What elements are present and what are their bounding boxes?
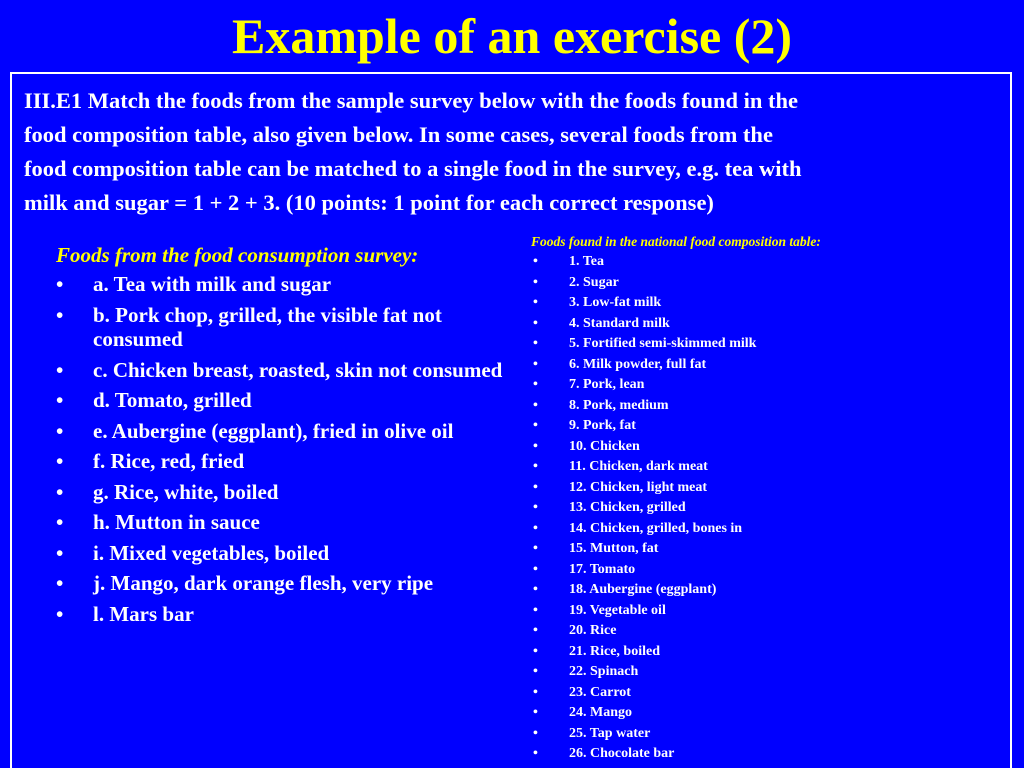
composition-table-section <box>531 234 1001 765</box>
bullet-icon: • <box>533 254 538 269</box>
bullet-icon: • <box>56 357 64 382</box>
bullet-icon: • <box>56 601 64 626</box>
bullet-icon: • <box>56 449 64 473</box>
composition-food-label: 21. Rice, boiled <box>569 643 660 659</box>
bullet-icon: • <box>533 356 538 372</box>
survey-food-item <box>56 510 506 535</box>
bullet-icon: • <box>533 418 538 433</box>
composition-food-label: 9. Pork, fat <box>569 418 636 433</box>
composition-food-label: 1. Tea <box>569 254 605 269</box>
bullet-icon: • <box>533 336 538 351</box>
bullet-icon: • <box>533 377 538 392</box>
composition-food-item <box>531 334 1001 355</box>
survey-food-label: f. Rice, red, fried <box>93 449 245 473</box>
composition-food-item <box>531 724 1001 745</box>
bullet-icon: • <box>533 500 538 515</box>
composition-food-item <box>531 252 1001 273</box>
survey-food-label: d. Tomato, grilled <box>93 388 252 412</box>
composition-food-label: 23. Carrot <box>569 684 631 700</box>
composition-food-item <box>531 683 1001 704</box>
composition-food-item <box>531 416 1001 437</box>
survey-food-item <box>56 388 506 413</box>
composition-food-label: 24. Mango <box>569 705 632 720</box>
composition-food-item <box>531 273 1001 294</box>
bullet-icon: • <box>533 684 538 700</box>
composition-food-label: 10. Chicken <box>569 438 640 454</box>
bullet-icon: • <box>56 418 64 443</box>
composition-food-item <box>531 642 1001 663</box>
bullet-icon: • <box>533 479 538 495</box>
composition-food-item <box>531 621 1001 642</box>
bullet-icon: • <box>56 479 64 504</box>
bullet-icon: • <box>533 705 538 720</box>
survey-food-label: g. Rice, white, boiled <box>93 479 279 504</box>
composition-food-item <box>531 580 1001 601</box>
bullet-icon: • <box>533 746 538 761</box>
composition-food-label: 14. Chicken, grilled, bones in <box>569 520 743 536</box>
composition-food-item <box>531 375 1001 396</box>
survey-food-label: e. Aubergine (eggplant), fried in olive oil <box>93 418 454 443</box>
survey-food-label: l. Mars bar <box>93 601 194 626</box>
survey-food-item <box>56 272 506 297</box>
survey-food-label: a. Tea with milk and sugar <box>93 272 332 296</box>
survey-food-list <box>56 272 506 626</box>
bullet-icon: • <box>56 272 64 296</box>
bullet-icon: • <box>56 302 64 327</box>
composition-food-label: 3. Low-fat milk <box>569 295 662 310</box>
bullet-icon: • <box>533 602 538 618</box>
bullet-icon: • <box>533 664 538 679</box>
survey-food-label: c. Chicken breast, roasted, skin not consumed <box>93 357 503 382</box>
composition-food-label: 26. Chocolate bar <box>569 746 675 761</box>
composition-food-label: 7. Pork, lean <box>569 377 645 392</box>
composition-food-item <box>531 478 1001 499</box>
composition-food-item <box>531 744 1001 765</box>
survey-food-label: h. Mutton in sauce <box>93 510 260 534</box>
composition-food-item <box>531 457 1001 478</box>
composition-food-label: 25. Tap water <box>569 725 651 741</box>
composition-food-item <box>531 601 1001 622</box>
composition-food-label: 11. Chicken, dark meat <box>569 459 708 474</box>
composition-food-item <box>531 662 1001 683</box>
composition-food-label: 15. Mutton, fat <box>569 541 659 556</box>
bullet-icon: • <box>533 315 538 331</box>
survey-food-item <box>56 480 506 505</box>
survey-food-label: i. Mixed vegetables, boiled <box>93 540 330 565</box>
bullet-icon: • <box>533 295 538 310</box>
survey-food-item <box>56 303 506 352</box>
bullet-icon: • <box>533 274 538 290</box>
survey-food-item <box>56 541 506 566</box>
composition-food-label: 22. Spinach <box>569 664 639 679</box>
instructions-line: food composition table, also given below. In some cases, several foods from the <box>24 122 773 147</box>
composition-food-label: 5. Fortified semi-skimmed milk <box>569 336 757 351</box>
composition-food-label: 17. Tomato <box>569 561 636 577</box>
bullet-icon: • <box>56 388 64 412</box>
exercise-instructions <box>24 84 1014 220</box>
bullet-icon: • <box>533 623 538 638</box>
page-title: Example of an exercise (2) <box>231 8 793 64</box>
survey-heading: Foods from the food consumption survey: <box>56 243 419 267</box>
bullet-icon: • <box>56 510 64 534</box>
bullet-icon: • <box>533 541 538 556</box>
composition-food-label: 18. Aubergine (eggplant) <box>569 582 717 597</box>
composition-food-item <box>531 498 1001 519</box>
survey-food-item <box>56 358 506 383</box>
composition-food-label: 2. Sugar <box>569 274 619 290</box>
bullet-icon: • <box>533 459 538 474</box>
instructions-line: III.E1 Match the foods from the sample survey below with the foods found in the <box>24 88 798 113</box>
bullet-icon: • <box>533 725 538 741</box>
composition-food-item <box>531 539 1001 560</box>
survey-food-item <box>56 449 506 474</box>
survey-food-label: b. Pork chop, grilled, the visible fat not consumed <box>93 302 442 351</box>
composition-food-item <box>531 519 1001 540</box>
composition-food-item <box>531 355 1001 376</box>
composition-food-item <box>531 560 1001 581</box>
bullet-icon: • <box>533 643 538 659</box>
instructions-line: food composition table can be matched to a single food in the survey, e.g. tea with <box>24 156 802 181</box>
bullet-icon: • <box>533 438 538 454</box>
bullet-icon: • <box>533 582 538 597</box>
composition-food-label: 19. Vegetable oil <box>569 602 666 618</box>
composition-food-item <box>531 293 1001 314</box>
composition-food-item <box>531 396 1001 417</box>
composition-food-label: 8. Pork, medium <box>569 397 669 413</box>
survey-food-item <box>56 419 506 444</box>
composition-food-label: 13. Chicken, grilled <box>569 500 686 515</box>
bullet-icon: • <box>533 520 538 536</box>
survey-food-item <box>56 571 506 596</box>
survey-food-item <box>56 602 506 627</box>
composition-food-label: 6. Milk powder, full fat <box>569 356 707 372</box>
composition-food-item <box>531 314 1001 335</box>
composition-food-label: 4. Standard milk <box>569 315 670 331</box>
bullet-icon: • <box>533 397 538 413</box>
composition-food-item <box>531 703 1001 724</box>
composition-table-heading: Foods found in the national food composition table: <box>531 234 821 249</box>
survey-food-label: j. Mango, dark orange flesh, very ripe <box>93 571 434 595</box>
composition-food-list <box>531 252 1001 765</box>
composition-food-label: 20. Rice <box>569 623 617 638</box>
survey-foods-section <box>56 242 506 632</box>
bullet-icon: • <box>533 561 538 577</box>
composition-food-label: 12. Chicken, light meat <box>569 479 708 495</box>
instructions-line: milk and sugar = 1 + 2 + 3. (10 points: 1 point for each correct response) <box>24 190 714 215</box>
composition-food-item <box>531 437 1001 458</box>
bullet-icon: • <box>56 540 64 565</box>
bullet-icon: • <box>56 571 64 595</box>
